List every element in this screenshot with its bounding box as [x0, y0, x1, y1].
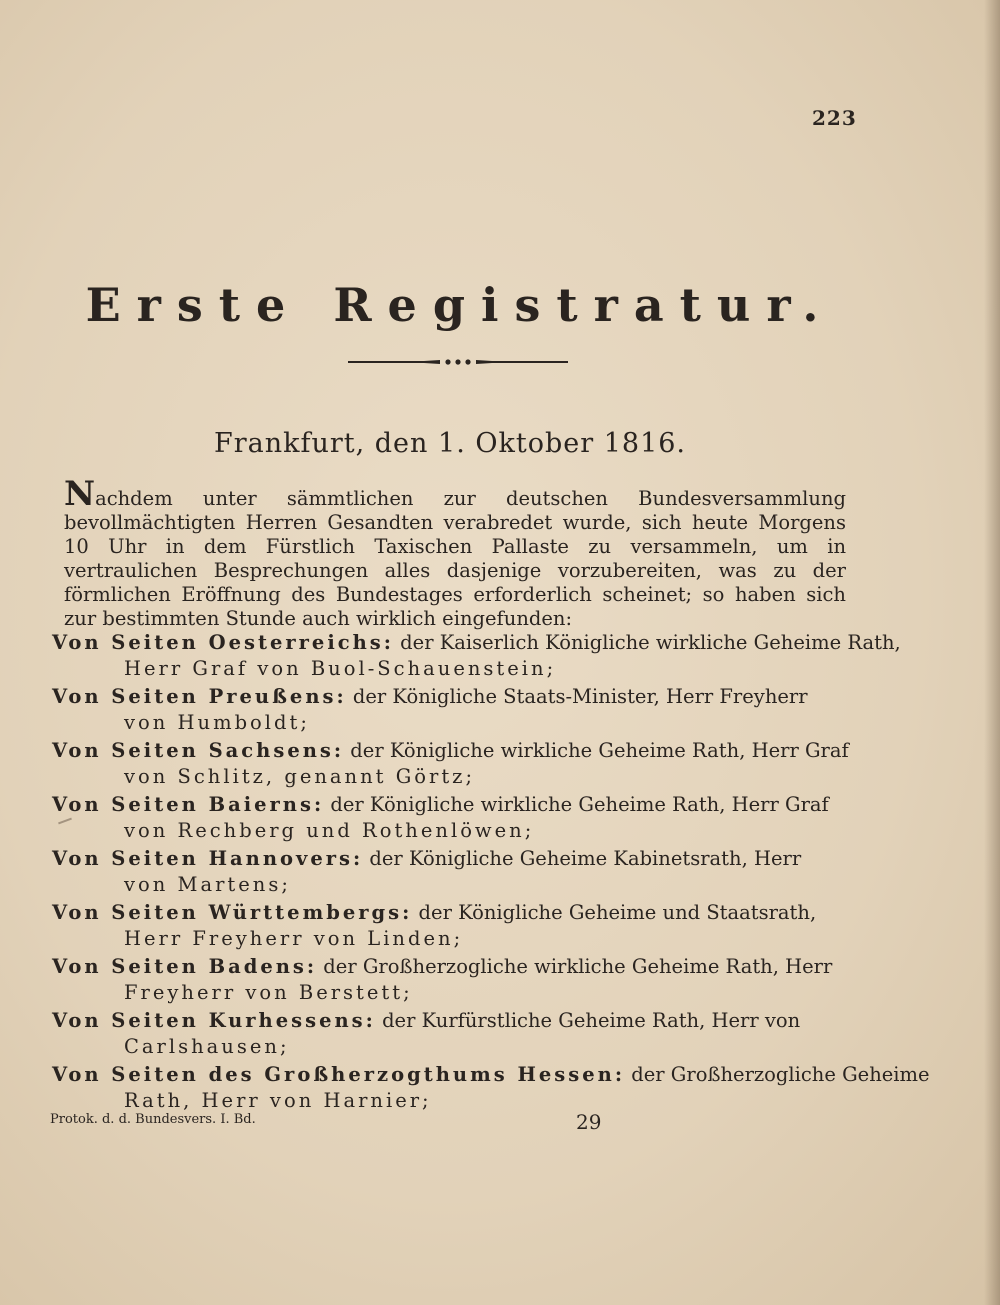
delegate-entry	[52, 1008, 842, 1060]
delegate-entry	[52, 846, 842, 898]
delegate-title: der Königliche Staats-Minister, Herr Freyherr	[346, 685, 808, 708]
delegate-title: der Königliche wirkliche Geheime Rath, Herr Graf	[324, 793, 829, 816]
delegate-entry	[52, 792, 842, 844]
footer-signature: Protok. d. d. Bundesvers. I. Bd.	[50, 1112, 256, 1127]
delegate-title: der Großherzogliche Geheime	[625, 1063, 930, 1086]
delegate-name: von Humboldt;	[124, 711, 310, 734]
delegate-name: von Schlitz, genannt Görtz;	[124, 765, 476, 788]
delegate-state: Von Seiten Badens:	[52, 955, 318, 978]
delegate-name: Freyherr von Berstett;	[124, 981, 413, 1004]
delegate-entry	[52, 1062, 930, 1114]
intro-paragraph	[64, 474, 846, 631]
delegate-state: Von Seiten Kurhessens:	[52, 1009, 376, 1032]
delegate-title: der Großherzogliche wirkliche Geheime Rath, Herr	[317, 955, 833, 978]
page-title: Erste Registratur.	[85, 278, 835, 332]
delegate-entry	[52, 900, 842, 952]
delegate-list	[52, 630, 930, 1116]
delegate-entry	[52, 630, 901, 682]
page-number: 223	[812, 106, 857, 130]
dateline: Frankfurt, den 1. Oktober 1816.	[213, 428, 687, 459]
delegate-state: Von Seiten Württembergs:	[52, 901, 413, 924]
delegate-title: der Königliche Geheime und Staatsrath,	[412, 901, 817, 924]
page-edge-shadow	[984, 0, 1000, 1305]
drop-cap: N	[64, 474, 96, 514]
delegate-title: der Kaiserlich Königliche wirkliche Geheime Rath,	[393, 631, 901, 654]
delegate-name: Carlshausen;	[124, 1035, 290, 1058]
ornament-divider-icon	[348, 358, 568, 366]
delegate-state: Von Seiten des Großherzogthums Hessen:	[52, 1063, 626, 1086]
delegate-state: Von Seiten Oesterreichs:	[52, 631, 394, 654]
delegate-title: der Kurfürstliche Geheime Rath, Herr von	[375, 1009, 801, 1032]
delegate-name: Herr Freyherr von Linden;	[124, 927, 464, 950]
delegate-entry	[52, 954, 842, 1006]
delegate-title: der Königliche Geheime Kabinetsrath, Herr	[363, 847, 802, 870]
delegate-entry	[52, 684, 842, 736]
delegate-state: Von Seiten Sachsens:	[52, 739, 345, 762]
delegate-name: von Martens;	[124, 873, 291, 896]
delegate-state: Von Seiten Preußens:	[52, 685, 347, 708]
delegate-name: von Rechberg und Rothenlöwen;	[124, 819, 535, 842]
delegate-name: Rath, Herr von Harnier;	[124, 1089, 432, 1112]
intro-text: achdem unter sämmtlichen zur deutschen Bundesversammlung bevollmächtigten Herren Gesandten verabredet wurde, sich heute Morgens 10 Uhr in dem Fürstlich Taxischen Pallaste zu versammeln, um in vertraulichen Besprechungen alles dasjenige vorzubereiten, was zu der förmlichen Eröffnung des Bundestages erforderlich scheinet; so haben sich zur bestimmten Stunde auch wirklich eingefunden:	[64, 487, 846, 630]
sheet-number: 29	[576, 1110, 602, 1134]
delegate-state: Von Seiten Baierns:	[52, 793, 325, 816]
delegate-title: der Königliche wirkliche Geheime Rath, Herr Graf	[344, 739, 849, 762]
delegate-state: Von Seiten Hannovers:	[52, 847, 364, 870]
delegate-name: Herr Graf von Buol-Schauenstein;	[124, 657, 557, 680]
delegate-entry	[52, 738, 849, 790]
